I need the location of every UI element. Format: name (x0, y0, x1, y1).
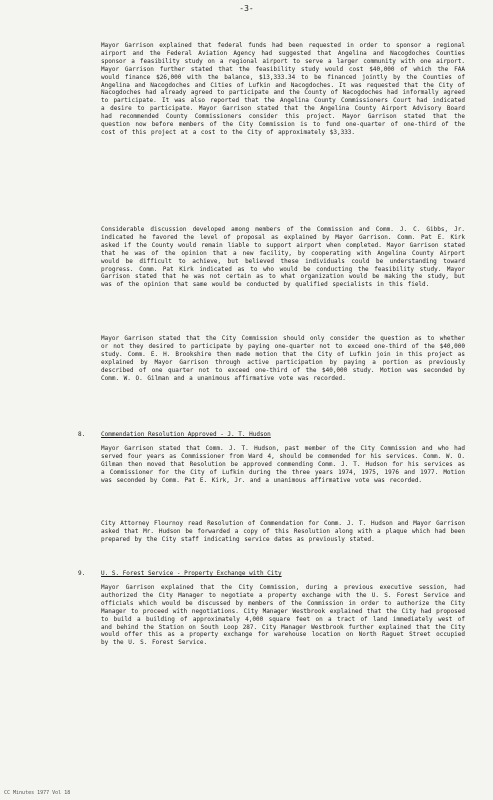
section-title: U. S. Forest Service - Property Exchange with City (101, 570, 282, 577)
paragraph-commendation-motion: Mayor Garrison stated that Comm. J. T. Hudson, past member of the City Commission and who had served four years as Commissioner from Ward 4, should be commended for his services. Comm. W. O. Gilman then moved that Resolution be approved commending Comm. J. T. Hudson for his services as a Commissioner for the City of Lufkin during the three years 1974, 1975, 1976 and 1977. Motion was seconded by Comm. Pat E. Kirk, Jr. and a unanimous affirmative vote was recorded. (101, 445, 465, 484)
paragraph-property-exchange: Mayor Garrison explained that the City Commission, during a previous executive session, had authorized the City Manager to negotiate a property exchange with the U. S. Forest Service and officials which would be discussed by members of the Commission in order to authorize the City Manager to proceed with negotiations. City Manager Westbrook explained that the City had proposed to build a building of approximately 4,000 square feet on a tract of land immediately west of and behind the Station on South Loop 287. City Manager Westbrook further explained that the City would offer this as a property exchange for warehouse location on North Raguet Street occupied by the U. S. Forest Service. (101, 584, 465, 647)
section-number: 8. (78, 431, 86, 438)
paragraph-airport-study: Mayor Garrison explained that federal funds had been requested in order to sponsor a regional airport and the Federal Aviation Agency had suggested that Angelina and Nacogdoches Counties sponsor a feasibility study on a regional airport to serve a larger community with one airport. Mayor Garrison further stated that the feasibility study would cost $40,000 of which the FAA would finance $26,000 with the balance, $13,333.34 to be financed jointly by the Counties of Angelina and Nacogdoches and Cities of Lufkin and Nacogdoches. It was requested that the City of Nacogdoches had already agreed to participate and the County of Nacogdoches had informally agreed to participate. It was also reported that the Angelina County Commissioners Court had indicated a desire to participate. Mayor Garrison stated that the Angelina County Airport Advisory Board had recommended County Commissioners consider this project. Mayor Garrison stated that the question now before members of the City Commission is to fund one-quarter of one-third of the cost of this project at a cost to the City of approximately $3,333. (101, 42, 465, 136)
paragraph-commission-discussion: Considerable discussion developed among members of the Commission and Comm. J. C. Gibbs, Jr. indicated he favored the level of proposal as explained by Mayor Garrison. Comm. Pat E. Kirk asked if the County would remain liable to support airport when completed. Mayor Garrison stated that he was of the opinion that a new facility, by cooperating with Angelina County Airport would be difficult to achieve, but believed these individuals could be understanding toward progress. Comm. Pat Kirk indicated as to who would be conducting the feasibility study. Mayor Garrison stated that he was not certain as to what organization would be making the study, but was of the opinion that same would be conducted by qualified specialists in this field. (101, 226, 465, 289)
section-heading-hudson (78, 431, 468, 439)
footer-note: CC Minutes 1977 Vol 18 (4, 790, 71, 796)
section-number: 9. (78, 570, 86, 577)
section-heading-forest-service (78, 570, 468, 578)
paragraph-resolution-read: City Attorney Flournoy read Resolution of Commendation for Comm. J. T. Hudson and Mayor Garrison asked that Mr. Hudson be forwarded a copy of this Resolution along with a plaque which had been prepared by the City staff indicating service dates as previously stated. (101, 520, 465, 543)
section-title: Commendation Resolution Approved - J. T. Hudson (101, 431, 271, 438)
paragraph-motion-participation: Mayor Garrison stated that the City Commission should only consider the question as to whether or not they desired to participate by paying one-quarter not to exceed one-third of the $40,000 study. Comm. E. H. Brookshire then made motion that the City of Lufkin join in this project as explained by Mayor Garrison through active participation by paying a portion as previously described of one quarter not to exceed one-third of the $40,000 study. Motion was seconded by Comm. W. O. Gilman and a unanimous affirmative vote was recorded. (101, 335, 465, 382)
page-number: -3- (239, 4, 254, 13)
